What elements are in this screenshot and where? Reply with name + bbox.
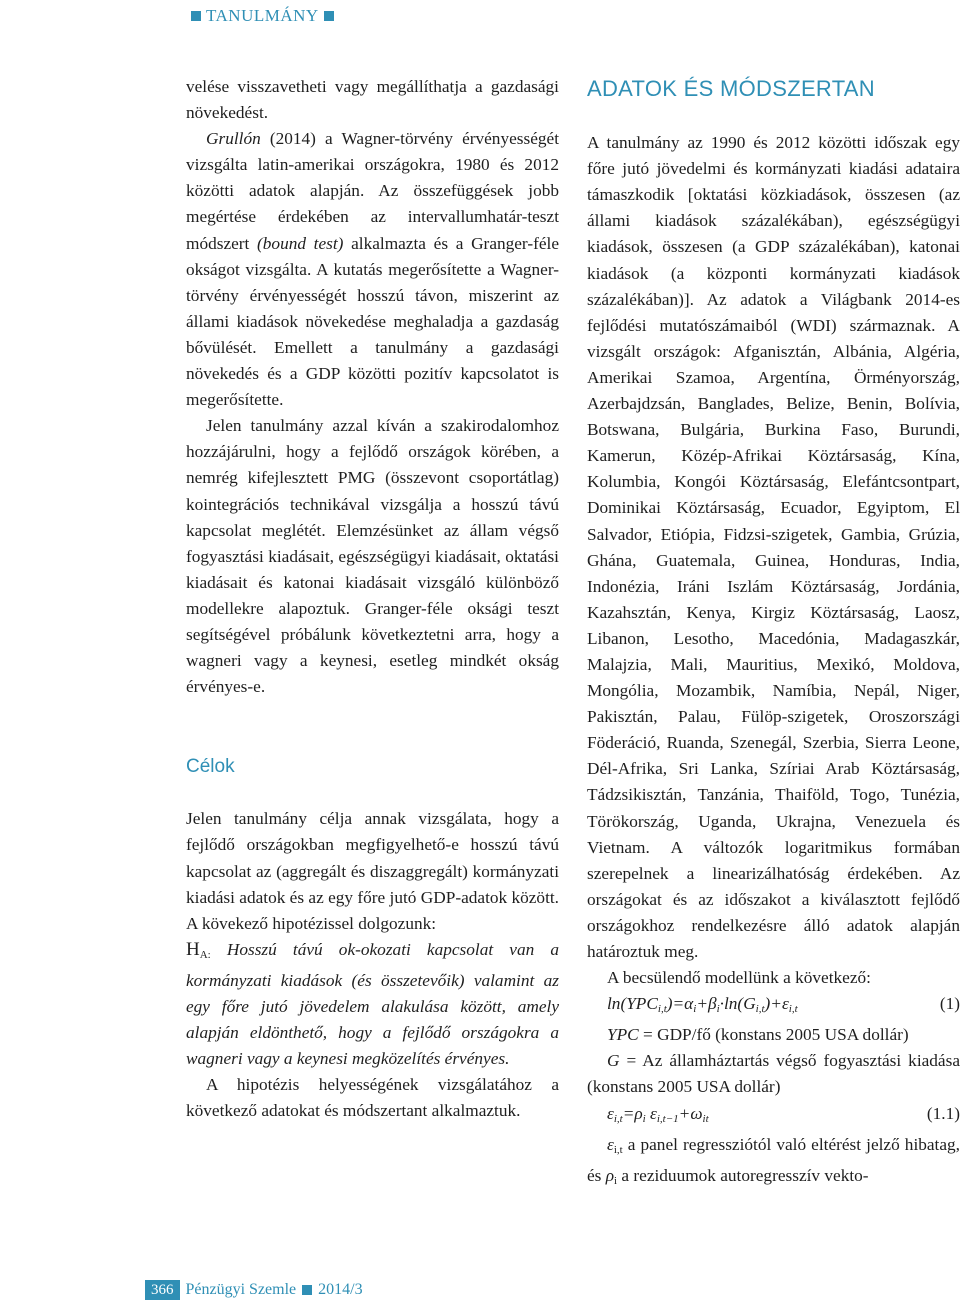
- page-footer: [145, 1280, 363, 1300]
- square-bullet-icon: [324, 11, 334, 21]
- eq-subscript: i,t: [613, 1112, 623, 1125]
- author-name: Grullón: [206, 129, 261, 149]
- equation-1-1: [587, 1101, 960, 1132]
- equation-number: (1): [939, 994, 960, 1014]
- journal-name: Pénzügyi Szemle: [185, 1281, 297, 1298]
- eq-subscript: i,t: [755, 1003, 765, 1016]
- eq-part: ε: [645, 1103, 657, 1123]
- eq-part: )+ε: [764, 994, 789, 1014]
- right-column: [587, 76, 960, 1194]
- paragraph: A becsülendő modellünk a következő:: [607, 968, 871, 988]
- eq-part: )=α: [666, 994, 694, 1014]
- equation-number: (1.1): [926, 1103, 960, 1123]
- eq-part: ε: [607, 1103, 614, 1123]
- hypothesis: [186, 937, 559, 1072]
- eq-subscript: i,t−1: [656, 1112, 679, 1125]
- eq-subscript: it: [702, 1112, 709, 1125]
- definition: [587, 1048, 960, 1100]
- symbol: ρ: [605, 1165, 615, 1185]
- paragraph-text: (2014) a Wagner-törvény érvényességét vizsgálta latin-amerikai országokra, 1980 és 2012 közötti adatok alapján. Az összefüggések jobb megértése érdekében az intervallumhatár-teszt módszert: [186, 129, 559, 253]
- definition-text: a panel regressziótól való eltérést jelző hibatag, és: [587, 1134, 960, 1185]
- journal-issue: 2014/3: [318, 1281, 363, 1298]
- eq-part: ln(YPC: [607, 994, 658, 1014]
- definition-text: = Az államháztartás végső fogyasztási kiadása (konstans 2005 USA dollár): [587, 1051, 960, 1097]
- eq-part: ·ln(G: [719, 994, 756, 1014]
- definition: [587, 1132, 960, 1194]
- paragraph: A hipotézis helyességének vizsgálatához a következő adatokat és módszertant alkalmaztuk.: [186, 1075, 559, 1121]
- symbol: G: [607, 1051, 620, 1071]
- paragraph: Jelen tanulmány célja annak vizsgálata, hogy a fejlődő országokban megfigyelhető-e hosszú távú kapcsolat az (aggregált és diszaggregált) kormányzati kiadási adatok és az egy főre jutó GDP-adatok között. A kövekező hipotézissel dolgozunk:: [186, 809, 559, 933]
- square-bullet-icon: [191, 11, 201, 21]
- paragraph: A tanulmány az 1990 és 2012 közötti időszak egy főre jutó jövedelmi és kormányzati kiadási adataira támaszkodik [oktatási közkiadások, összesen (az állami kiadások százalékában), egészségügyi kiadások, összesen (a GDP százalékában), katonai kiadások (a központi kormányzati kiadások százalékában)]. Az adatok a Világbank 2014-es fejlődési mutatószámaiból (WDI) származnak. A vizsgált országok: Afganisztán, Albánia, Algéria, Amerikai Szamoa, Argentína, Örményország, Azerbajdzsán, Banglades, Belize, Benin, Bolívia, Botswana, Bulgária, Burkina Faso, Burundi, Kamerun, Közép-Afrikai Köztársaság, Kína, Kolumbia, Kongói Köztársaság, Elefántcsontpart, Dominikai Köztársaság, Ecuador, Egyiptom, El Salvador, Etiópia, Fidzsi-szigetek, Gambia, Grúzia, Ghána, Guatemala, Guinea, Honduras, India, Indonézia, Iráni Iszlám Köztársaság, Jordánia, Kazahsztán, Kenya, Kirgiz Köztársaság, Laosz, Libanon, Lesotho, Macedónia, Madagaszkár, Malajzia, Mali, Mauritius, Mexikó, Moldova, Mongólia, Mozambik, Namíbia, Nepál, Niger, Pakisztán, Palau, Fülöp-szigetek, Oroszországi Föderáció, Ruanda, Szenegál, Szerbia, Sierra Leone, Dél-Afrika, Sri Lanka, Szíriai Arab Köztársaság, Tádzsikisztán, Tanzánia, Thaiföld, Togo, Tunézia, Törökország, Uganda, Ukrajna, Venezuela és Vietnam. A változók logaritmikus formában szerepelnek a linearizálhatóság érdekében. Az országokat és az időszakot a kiválasztott fejlődő országokhoz rendelkezésre álló adatok alapján határoztuk meg.: [587, 133, 960, 961]
- symbol: YPC: [607, 1025, 639, 1045]
- square-bullet-icon: [302, 1285, 312, 1295]
- definition: [587, 1022, 960, 1048]
- eq-part: =ρ: [622, 1103, 643, 1123]
- section-header-title: TANULMÁNY: [206, 6, 319, 25]
- page-number: 366: [145, 1280, 180, 1300]
- paragraph: Jelen tanulmány azzal kíván a szakirodalomhoz hozzájárulni, hogy a fejlődő országok körében, a nemrég kifejlesztett PMG (összevont csoportátlag) kointegrációs technikával vizsgálja a hosszú távú kapcsolat meglétét. Elemzésünket az állam végső fogyasztási kiadásait, egészségügyi kiadásait, oktatási kiadásait és katonai kiadásait vizsgáló különböző modellekre alapoztuk. Granger-féle oksági teszt segítségével próbálunk következtetni arra, hogy a wagneri vagy a keynesi, esetleg mindkét okság érvényes-e.: [186, 416, 559, 697]
- hypothesis-subscript: A:: [199, 948, 211, 961]
- eq-subscript: i,t: [788, 1003, 798, 1016]
- paragraph: velése visszavetheti vagy megállíthatja a gazdasági növekedést.: [186, 77, 559, 123]
- section-header: [191, 6, 334, 26]
- eq-subscript: i: [642, 1112, 646, 1125]
- section-title: Célok: [186, 756, 235, 778]
- definition-text: = GDP/fő (konstans 2005 USA dollár): [638, 1025, 909, 1045]
- symbol-subscript: i: [614, 1174, 618, 1187]
- section-title: ADATOK ÉS MÓDSZERTAN: [587, 76, 875, 101]
- symbol-subscript: i,t: [613, 1143, 623, 1156]
- hypothesis-label: H: [186, 938, 200, 960]
- eq-subscript: i: [693, 1003, 697, 1016]
- symbol: ε: [607, 1134, 614, 1154]
- definition-text: a reziduumok autoregresszív vekto-: [617, 1165, 869, 1185]
- eq-part: +ω: [678, 1103, 703, 1123]
- eq-part: +β: [696, 994, 717, 1014]
- paragraph-text: alkalmazta és a Granger-féle okságot vizsgálta. A kutatás megerősítette a Wagner-törvény érvényességét hosszú távon, miszerint az állami kiadások növekedése meghaladja a gazdaság bővülését. Emellett a tanulmány a gazdasági növekedés és a GDP közötti pozitív kapcsolatot is megerősítette.: [186, 233, 559, 410]
- eq-subscript: i,t: [657, 1003, 667, 1016]
- equation-1: [587, 991, 960, 1022]
- equation-body: [607, 1101, 709, 1132]
- eq-subscript: i: [716, 1003, 720, 1016]
- italic-term: (bound test): [257, 233, 344, 253]
- equation-body: [607, 991, 798, 1022]
- hypothesis-text: Hosszú távú ok-okozati kapcsolat van a kormányzati kiadások (és összetevőik) valamint az egy főre jutó jövedelem alakulása között, amely alapján eldönthető, hogy a fejlődő országokra a wagneri vagy a keynesi megközelítés érvényes.: [186, 939, 559, 1069]
- paragraph: [186, 126, 559, 413]
- left-column: [186, 74, 559, 1124]
